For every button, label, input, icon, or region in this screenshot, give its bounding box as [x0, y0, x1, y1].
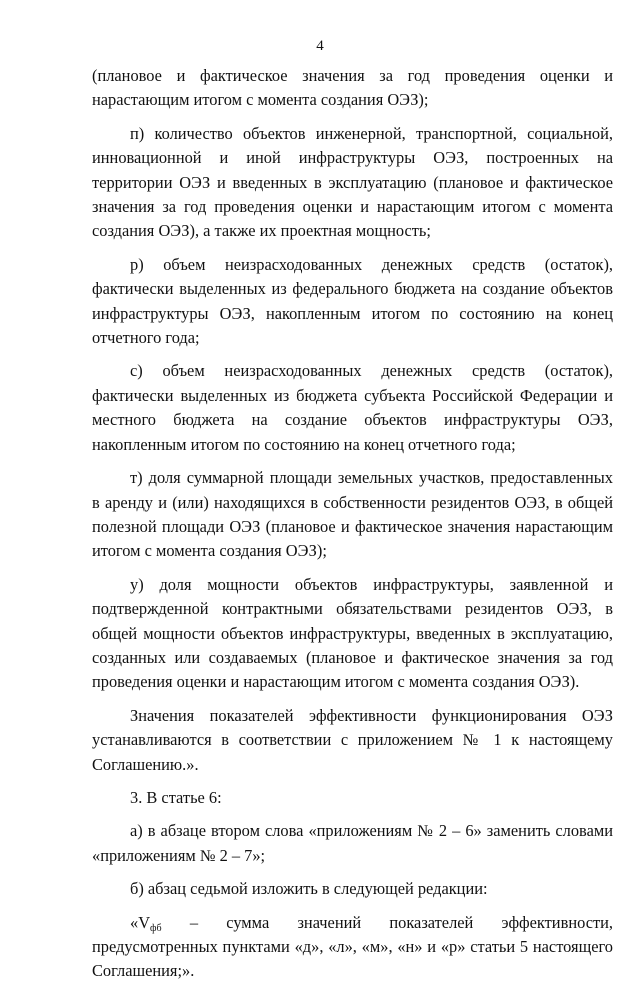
vfb-prefix: «V [130, 912, 151, 932]
paragraph-item-r: р) объем неизрасходованных денежных средств (остаток), фактически выделенных из федерального бюджета на создание объектов инфраструктуры ОЭЗ, накопленным итогом по состоянию на конец отчетного года; [92, 254, 613, 348]
paragraph-article-6-heading: 3. В статье 6: [130, 787, 222, 807]
paragraph-amendment-b: б) абзац седьмой изложить в следующей редакции: [130, 879, 488, 899]
paragraph-item-s: с) объем неизрасходованных денежных средств (остаток), фактически выделенных из бюджета субъекта Российской Федерации и местного бюджета на создание объектов инфраструктуры ОЭЗ, накопленным итогом по состоянию на конец отчетного года; [92, 361, 613, 454]
paragraph-indicator-values: Значения показателей эффективности функционирования ОЭЗ устанавливаются в соответствии с приложением № 1 к настоящему Соглашению.». [92, 705, 613, 774]
document-body [92, 64, 613, 993]
vfb-subscript: фб [150, 922, 162, 934]
paragraph-item-p: п) количество объектов инженерной, транспортной, социальной, инновационной и иной инфраструктуры ОЭЗ, построенных на территории ОЭЗ и введенных в эксплуатацию (плановое и фактическое значения за год проведения оценки и нарастающим итогом с момента создания ОЭЗ), а также их проектная мощность; [92, 123, 613, 241]
paragraph-continuation: (плановое и фактическое значения за год проведения оценки и нарастающим итогом с момента создания ОЭЗ); [92, 66, 613, 110]
paragraph-vfb-definition [92, 911, 613, 984]
paragraph-item-t: т) доля суммарной площади земельных участков, предоставленных в аренду и (или) находящихся в собственности резидентов ОЭЗ, в общей полезной площади ОЭЗ (плановое и фактическое значения нарастающим итогом с момента создания ОЭЗ); [92, 468, 613, 561]
paragraph-item-u: у) доля мощности объектов инфраструктуры, заявленной и подтвержденной контрактными обязательствами резидентов ОЭЗ, в общей мощности объектов инфраструктуры, введенных в эксплуатацию, созданных или создаваемых (плановое и фактическое значения за год проведения оценки и нарастающим итогом с момента создания ОЭЗ). [92, 574, 613, 692]
paragraph-amendment-a: а) в абзаце втором слова «приложениям № 2 – 6» заменить словами «приложениям № 2 – 7»; [92, 821, 613, 865]
vfb-text: – сумма значений показателей эффективности, предусмотренных пунктами «д», «л», «м», «н» и «р» статьи 5 настоящего Соглашения;». [92, 912, 613, 981]
page-number: 4 [316, 38, 324, 54]
